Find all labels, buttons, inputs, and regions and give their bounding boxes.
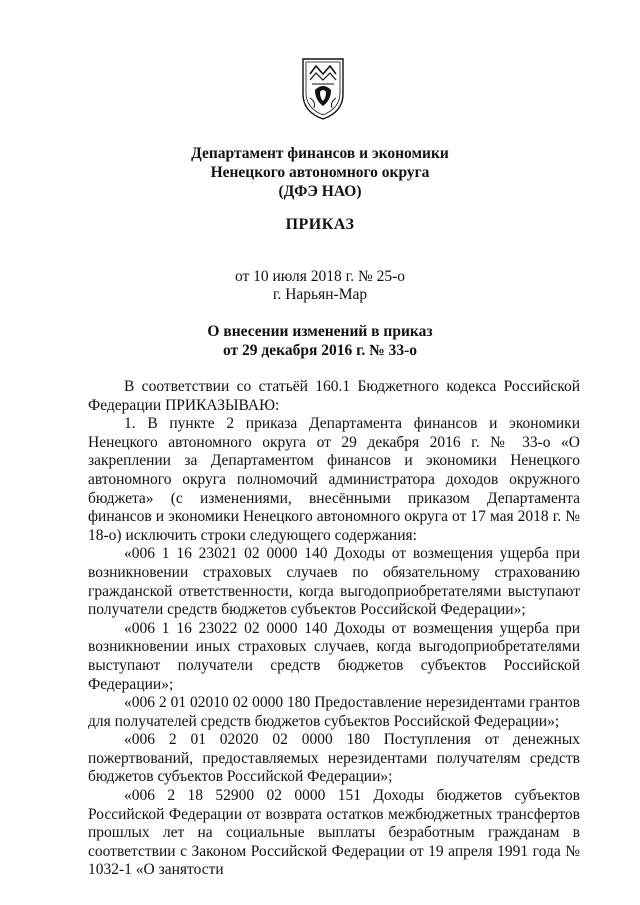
order-place: г. Нарьян-Мар (272, 286, 368, 303)
body-paragraph: «006 2 01 02010 02 0000 180 Предоставление нерезидентами грантов для получателей средств бюджетов субъектов Российской Федерации»; (88, 694, 580, 730)
org-abbreviation: (ДФЭ НАО) (278, 183, 362, 200)
body-paragraph: «006 2 18 52900 02 0000 151 Доходы бюджетов субъектов Российской Федерации от возврата остатков межбюджетных трансфертов прошлых лет на социальные выплаты безработным гражданам в соответствии с Законом Российской Федерации от 19 апреля 1991 года № 1032-1 «О занятости (88, 787, 580, 879)
document-body (88, 378, 580, 880)
body-paragraph: В соответствии со статьёй 160.1 Бюджетного кодекса Российской Федерации ПРИКАЗЫВАЮ: (88, 378, 580, 414)
org-name-line-2: Ненецкого автономного округа (210, 164, 430, 181)
body-paragraph: «006 1 16 23021 02 0000 140 Доходы от возмещения ущерба при возникновении страховых случаев по обязательному страхованию гражданской ответственности, когда выгодоприобретателями выступают получатели средств бюджетов субъектов Российской Федерации»; (88, 545, 580, 619)
coat-of-arms-emblem (300, 56, 346, 122)
org-name-line-1: Департамент финансов и экономики (191, 145, 449, 162)
document-type-title: ПРИКАЗ (285, 216, 355, 233)
body-paragraph: «006 2 01 02020 02 0000 180 Поступления от денежных пожертвований, предоставляемых нерезидентами получателям средств бюджетов субъектов Российской Федерации»; (88, 731, 580, 786)
date-and-place (0, 268, 640, 304)
order-date-number: от 10 июля 2018 г. № 25-о (234, 268, 406, 285)
body-paragraph: 1. В пункте 2 приказа Департамента финансов и экономики Ненецкого автономного округа от 29 декабря 2016 г. № 33-о «О закреплении за Департаментом финансов и экономики Ненецкого автономного округа полномочий администратора доходов окружного бюджета» (с изменениями, внесёнными приказом Департамента финансов и экономики Ненецкого автономного округа от 17 мая 2018 г. № 18-о) исключить строки следующего содержания: (88, 415, 580, 544)
order-subject (0, 322, 640, 360)
body-paragraph: «006 1 16 23022 02 0000 140 Доходы от возмещения ущерба при возникновении иных страховых случаев, когда выгодоприобретателями выступают получатели средств бюджетов субъектов Российской Федерации»; (88, 619, 580, 693)
organization-name (0, 144, 640, 201)
subject-line-2: от 29 декабря 2016 г. № 33-о (223, 342, 417, 359)
subject-line-1: О внесении изменений в приказ (207, 323, 433, 340)
